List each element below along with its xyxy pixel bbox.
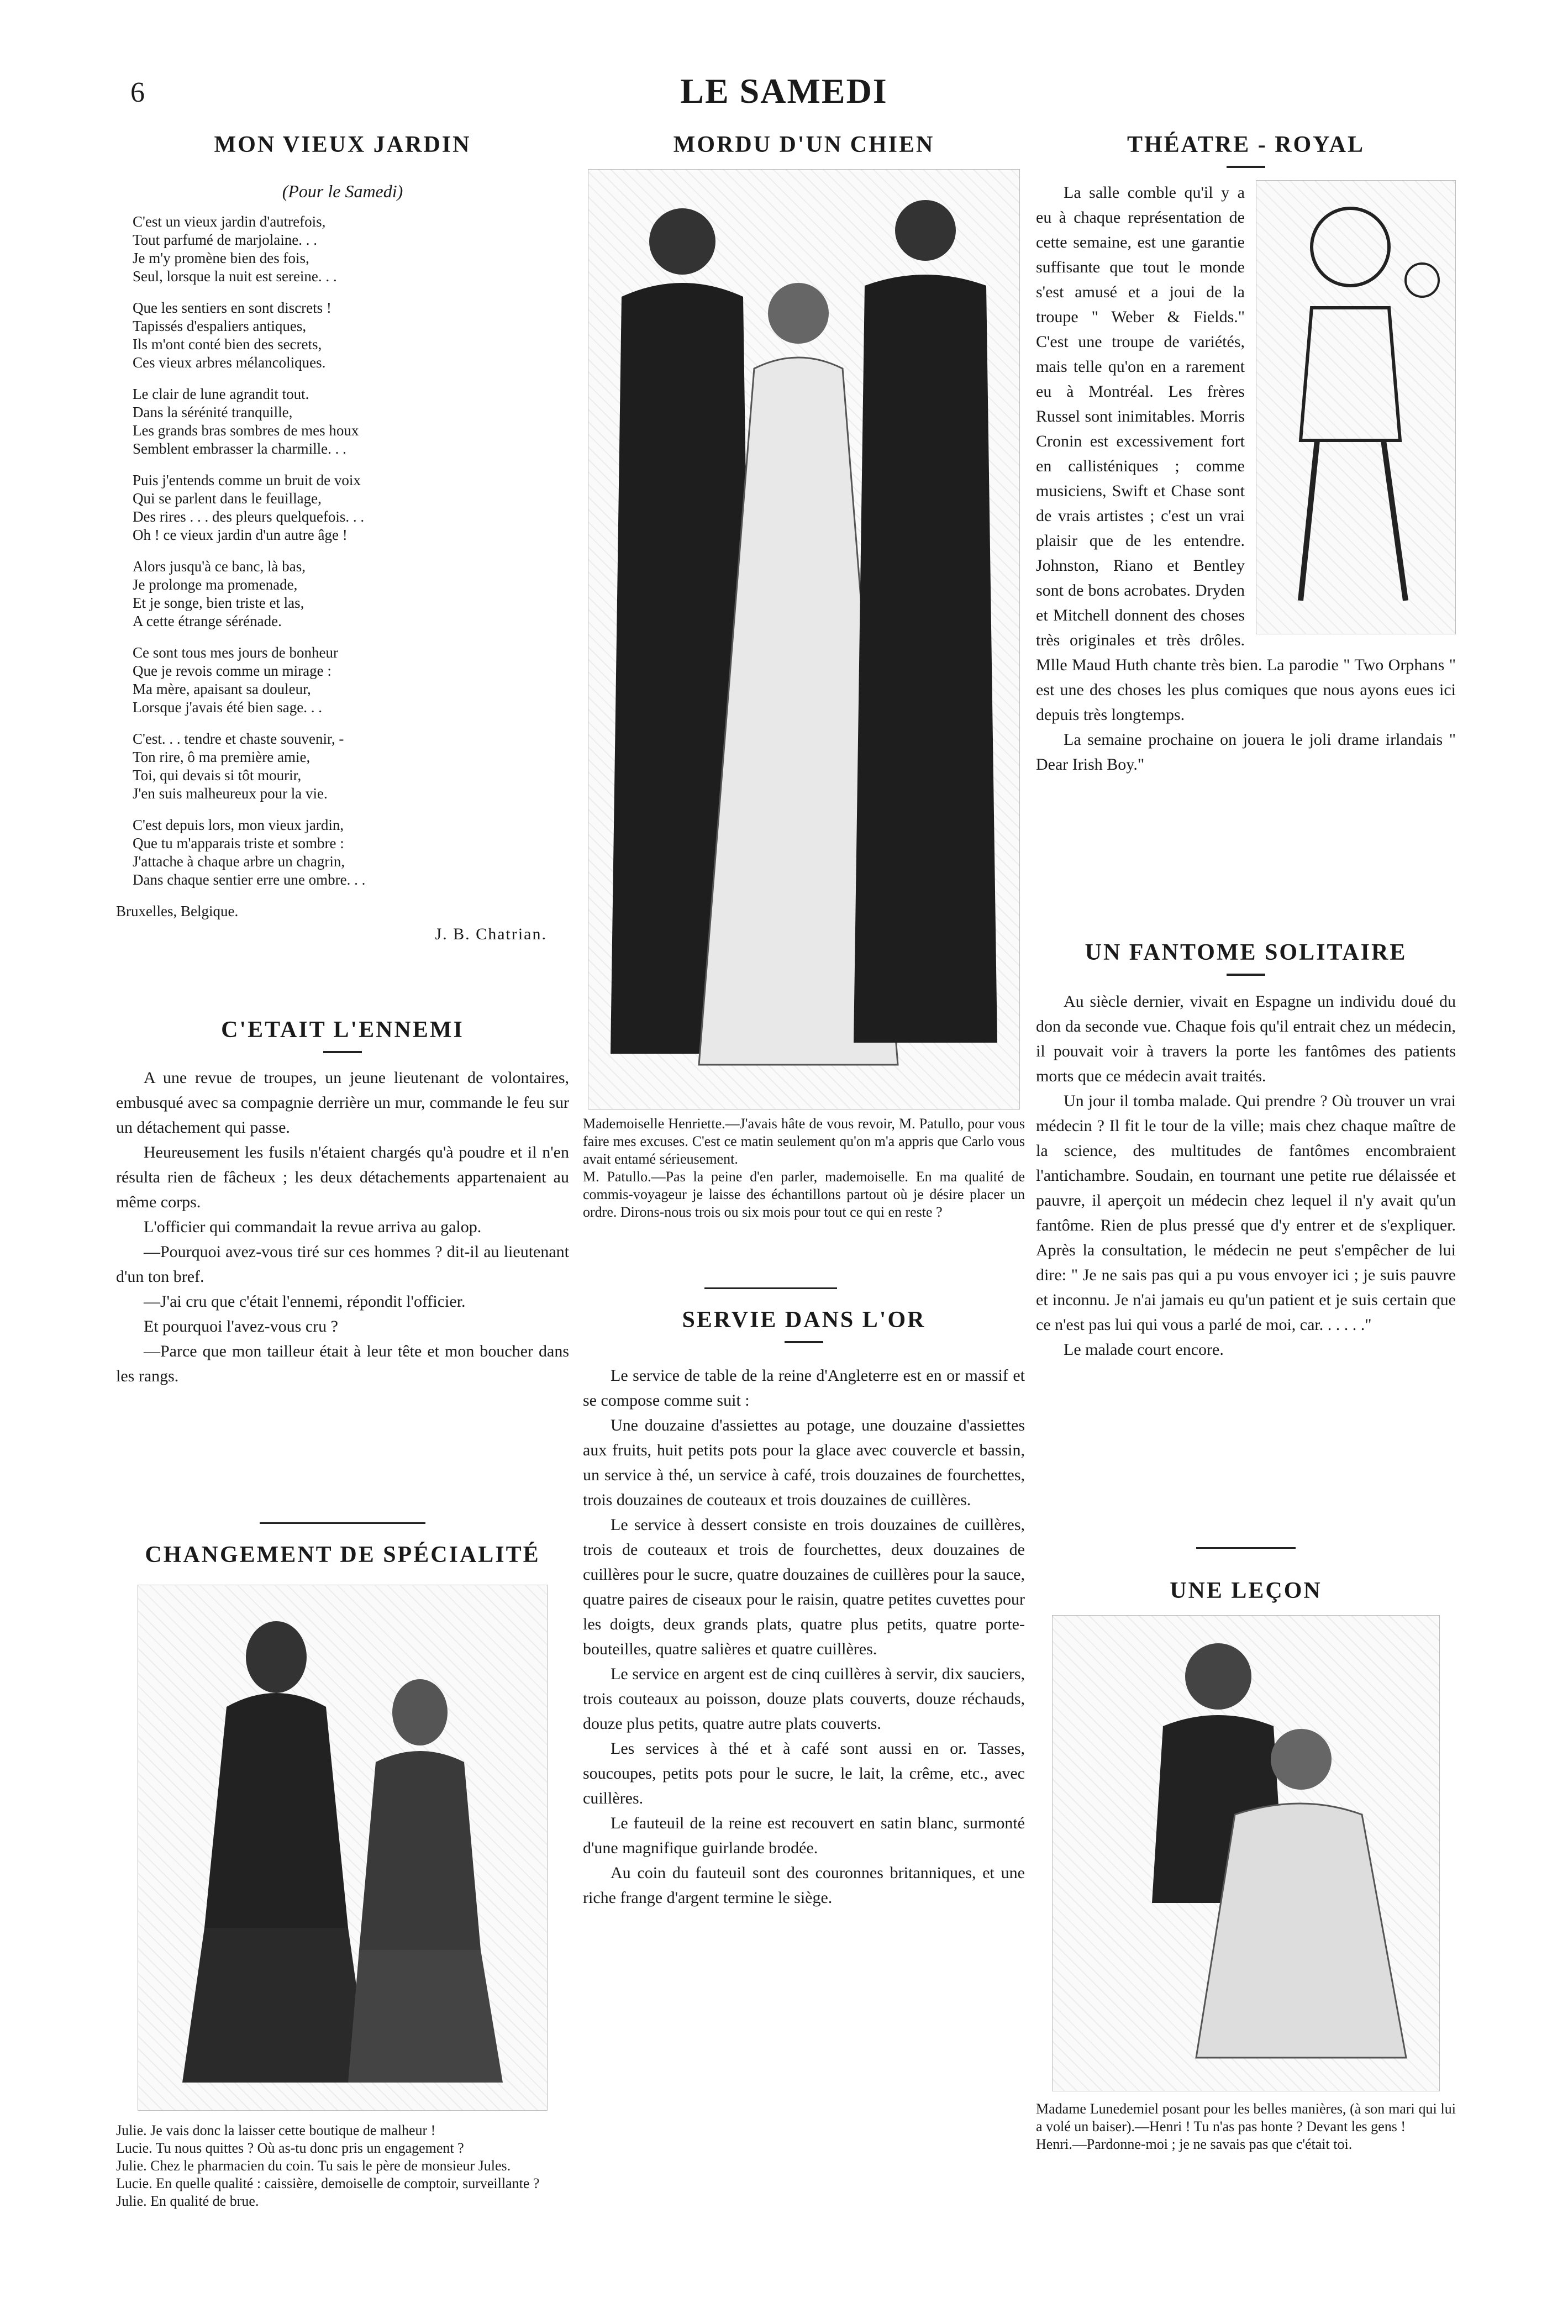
fantome-body (1036, 989, 1456, 1362)
paragraph: Un jour il tomba malade. Qui prendre ? Où trouver un vrai médecin ? Il fit le tour de la ville; mais chez chaque maître de la science, des multitudes de fantômes encombraient l'antichambre. Soudain, en tournant une petite rue délaissée et pauvre, il aperçoit un médecin chez lequel il n'y avait qu'un fantôme. Rien de plus pressé que d'y entrer et de s'expliquer. Après la consultation, le médecin ne peut s'empêcher de lui dire: " Je ne sais pas qui a pu vous envoyer ici ; je suis pauvre et inconnu. Je n'ai jamais eu qu'un patient et je suis certain que ce n'est pas lui qui vous a parlé de moi, car. . . . . ." (1036, 1092, 1456, 1334)
changement-article (116, 1542, 569, 2210)
poem-stanza (133, 385, 569, 458)
paragraph: Julie. Je vais donc la laisser cette boutique de malheur ! (116, 2122, 436, 2138)
servie-rule (785, 1341, 823, 1343)
poem-line: Oh ! ce vieux jardin d'un autre âge ! (133, 527, 348, 543)
poem-line: C'est. . . tendre et chaste souvenir, - (133, 730, 344, 747)
paragraph: Henri.—Pardonne-moi ; je ne savais pas que c'était toi. (1036, 2136, 1353, 2152)
poem-line: Ce sont tous mes jours de bonheur (133, 644, 338, 661)
poem-line: C'est depuis lors, mon vieux jardin, (133, 817, 344, 833)
theatre-title: THÉATRE - ROYAL (1127, 132, 1365, 157)
paragraph: Le malade court encore. (1064, 1340, 1224, 1359)
paragraph: Lucie. En quelle qualité : caissière, demoiselle de comptoir, surveillante ? (116, 2175, 540, 2191)
changement-caption (116, 2122, 569, 2210)
paragraph: Une douzaine d'assiettes au potage, une douzaine d'assiettes aux fruits, huit petits pots pour la glace avec couvercle et bassin, un service à thé, un service à café, trois douzaines de fourchettes, trois douzaines de couteaux et trois douzaines de cuillères. (583, 1416, 1025, 1509)
poem-line: Seul, lorsque la nuit est sereine. . . (133, 268, 337, 285)
paragraph: Le service à dessert consiste en trois douzaines de cuillères, trois de couteaux et trois de fourchettes, deux douzaines de cuillères pour le sucre, quatre douzaines de cuillères pour la sauce, quatre paires de ciseaux pour le raisin, quatre petites cuvettes pour les doigts, deux grands plats, quatre plus petits, quatre porte-bouteilles, quatre salières et quatre cuillères. (583, 1516, 1025, 1658)
poem-stanza (133, 213, 569, 286)
mordu-caption (583, 1115, 1025, 1221)
ennemi-rule (323, 1051, 362, 1053)
divider (260, 1522, 425, 1524)
ennemi-article (116, 1017, 569, 1389)
poem-line: Dans la sérénité tranquille, (133, 404, 293, 420)
paragraph: Les services à thé et à café sont aussi en or. Tasses, soucoupes, petits pots pour le sucre, le lait, la crême, etc., avec cuillères. (583, 1739, 1025, 1807)
paragraph: Mademoiselle Henriette.—J'avais hâte de vous revoir, M. Patullo, pour vous faire mes excuses. C'est ce matin seulement qu'on m'a appris que Carlo vous avait entamé sérieusement. (583, 1116, 1025, 1167)
comedian-illustration (1256, 181, 1455, 634)
theatre-rule (1227, 166, 1265, 168)
servie-article (583, 1307, 1025, 1910)
ennemi-title: C'ETAIT L'ENNEMI (221, 1017, 464, 1043)
poem-line: Les grands bras sombres de mes houx (133, 422, 359, 439)
poem-line: Alors jusqu'à ce banc, là bas, (133, 558, 306, 575)
mordu-article (583, 132, 1025, 1221)
paragraph: Le service de table de la reine d'Angleterre est en or massif et se compose comme suit : (583, 1366, 1025, 1410)
paragraph: Lucie. Tu nous quittes ? Où as-tu donc pris un engagement ? (116, 2140, 464, 2156)
poem-article (116, 132, 569, 944)
poem-byline: (Pour le Samedi) (282, 181, 403, 201)
poem-line: Que tu m'apparais triste et sombre : (133, 835, 344, 851)
poem-line: Et je songe, bien triste et las, (133, 595, 304, 611)
poem-place: Bruxelles, Belgique. (116, 903, 239, 919)
fantome-rule (1227, 974, 1265, 976)
paragraph: A une revue de troupes, un jeune lieutenant de volontaires, embusqué avec sa compagnie derrière un mur, commande le feu sur un détachement qui passe. (116, 1069, 569, 1137)
poem-line: Dans chaque sentier erre une ombre. . . (133, 871, 366, 888)
couple-and-man-illustration (588, 170, 1019, 1109)
poem-line: Que je revois comme un mirage : (133, 663, 332, 679)
poem-line: Des rires . . . des pleurs quelquefois. . . (133, 508, 365, 525)
poem-line: J'attache à chaque arbre un chagrin, (133, 853, 345, 870)
two-women-illustration (138, 1585, 547, 2110)
poem-line: Tout parfumé de marjolaine. . . (133, 232, 317, 248)
mordu-illustration (588, 169, 1020, 1110)
theatre-illustration (1256, 180, 1456, 634)
lecon-title: UNE LEÇON (1170, 1578, 1322, 1603)
poem-stanza (133, 471, 569, 544)
poem-line: Ces vieux arbres mélancoliques. (133, 354, 326, 371)
paragraph: Le service en argent est de cinq cuillères à servir, dix sauciers, trois couteaux au poisson, douze plats couverts, douze réchauds, douze plus petits, quatre autre plats couverts. (583, 1665, 1025, 1733)
paragraph: Julie. Chez le pharmacien du coin. Tu sais le père de monsieur Jules. (116, 2158, 511, 2174)
servie-title: SERVIE DANS L'OR (682, 1307, 926, 1333)
masthead: LE SAMEDI (680, 71, 888, 111)
poem-line: A cette étrange sérénade. (133, 613, 282, 629)
poem-line: Je m'y promène bien des fois, (133, 250, 309, 266)
poem-stanza (133, 816, 569, 889)
lecon-illustration (1052, 1615, 1440, 2091)
poem-line: J'en suis malheureux pour la vie. (133, 785, 328, 802)
poem-line: C'est un vieux jardin d'autrefois, (133, 213, 326, 230)
divider (1196, 1547, 1296, 1549)
paragraph: Julie. En qualité de brue. (116, 2193, 259, 2209)
changement-title: CHANGEMENT DE SPÉCIALITÉ (145, 1542, 540, 1568)
paragraph: M. Patullo.—Pas la peine d'en parler, mademoiselle. En ma qualité de commis-voyageur je laisse des échantillons partout où je désire placer un ordre. Dirons-nous trois ou six mois pour tout ce qui en reste ? (583, 1169, 1025, 1220)
divider (704, 1287, 837, 1289)
poem-stanzas (116, 213, 569, 889)
poem-signature: J. B. Chatrian. (435, 925, 547, 943)
paragraph: Au coin du fauteuil sont des couronnes britanniques, et une riche frange d'argent termine le siège. (583, 1864, 1025, 1907)
poem-line: Ma mère, apaisant sa douleur, (133, 681, 311, 697)
paragraph: —Pourquoi avez-vous tiré sur ces hommes ? dit-il au lieutenant d'un ton bref. (116, 1243, 569, 1286)
paragraph: La salle comble qu'il y a eu à chaque représentation de cette semaine, est une garantie suffisante que tout le monde s'est amusé et a joui de la troupe " Weber & Fields." C'est une troupe de variétés, mais telle qu'on en a rarement eu à Montréal. Les frères Russel sont inimitables. Morris Cronin est excessivement fort en callisténiques ; comme musiciens, Swift et Chase sont de vrais artistes ; c'est un vrai plaisir que de les entendre. Johnston, Riano et Bentley sont de bons acrobates. Dryden et Mitchell donnent des choses très originales et très drôles. Mlle Maud Huth chante très bien. La parodie " Two Orphans " est une des choses les plus comiques que nous ayons eues ici depuis très longtemps. (1036, 183, 1456, 724)
servie-body (583, 1363, 1025, 1910)
poem-line: Tapissés d'espaliers antiques, (133, 318, 307, 334)
couple-seated-illustration (1053, 1616, 1439, 2091)
paragraph: —Parce que mon tailleur était à leur tête et mon boucher dans les rangs. (116, 1342, 569, 1385)
fantome-article (1036, 939, 1456, 1362)
poem-stanza (133, 644, 569, 717)
lecon-article (1036, 1578, 1456, 2153)
paragraph: Heureusement les fusils n'étaient chargés qu'à poudre et il n'en résulta rien de fâcheux ; les deux détachements appartenaient au même corps. (116, 1143, 569, 1211)
poem-line: Puis j'entends comme un bruit de voix (133, 472, 361, 488)
poem-title: MON VIEUX JARDIN (214, 132, 471, 157)
poem-line: Ils m'ont conté bien des secrets, (133, 336, 322, 353)
paragraph: L'officier qui commandait la revue arriva au galop. (144, 1218, 482, 1236)
poem-line: Qui se parlent dans le feuillage, (133, 490, 322, 507)
theatre-article (1036, 132, 1456, 777)
poem-line: Ton rire, ô ma première amie, (133, 749, 311, 765)
paragraph: —J'ai cru que c'était l'ennemi, répondit l'officier. (144, 1292, 466, 1311)
lecon-caption (1036, 2100, 1456, 2153)
paragraph: Madame Lunedemiel posant pour les belles manières, (à son mari qui lui a volé un baiser).—Henri ! Tu n'as pas honte ? Devant les gens ! (1036, 2101, 1456, 2134)
fantome-title: UN FANTOME SOLITAIRE (1085, 940, 1407, 965)
poem-stanza (133, 299, 569, 372)
paragraph: La semaine prochaine on jouera le joli drame irlandais " Dear Irish Boy." (1036, 730, 1456, 774)
poem-line: Le clair de lune agrandit tout. (133, 386, 309, 402)
paragraph: Le fauteuil de la reine est recouvert en satin blanc, surmonté d'une magnifique guirlande brodée. (583, 1814, 1025, 1857)
poem-stanza (133, 558, 569, 630)
paragraph: Et pourquoi l'avez-vous cru ? (144, 1317, 338, 1335)
poem-line: Je prolonge ma promenade, (133, 576, 298, 593)
poem-line: Semblent embrasser la charmille. . . (133, 440, 346, 457)
mordu-title: MORDU D'UN CHIEN (673, 132, 935, 157)
ennemi-body (116, 1065, 569, 1389)
poem-line: Que les sentiers en sont discrets ! (133, 299, 332, 316)
poem-line: Toi, qui devais si tôt mourir, (133, 767, 302, 784)
page-number: 6 (130, 77, 145, 108)
poem-stanza (133, 730, 569, 803)
paragraph: Au siècle dernier, vivait en Espagne un individu doué du don da seconde vue. Chaque fois qu'il entrait chez un médecin, il pouvait voir à travers la porte les fantômes des patients morts que ce médecin avait traités. (1036, 992, 1456, 1085)
changement-illustration (138, 1585, 548, 2111)
poem-line: Lorsque j'avais été bien sage. . . (133, 699, 322, 716)
